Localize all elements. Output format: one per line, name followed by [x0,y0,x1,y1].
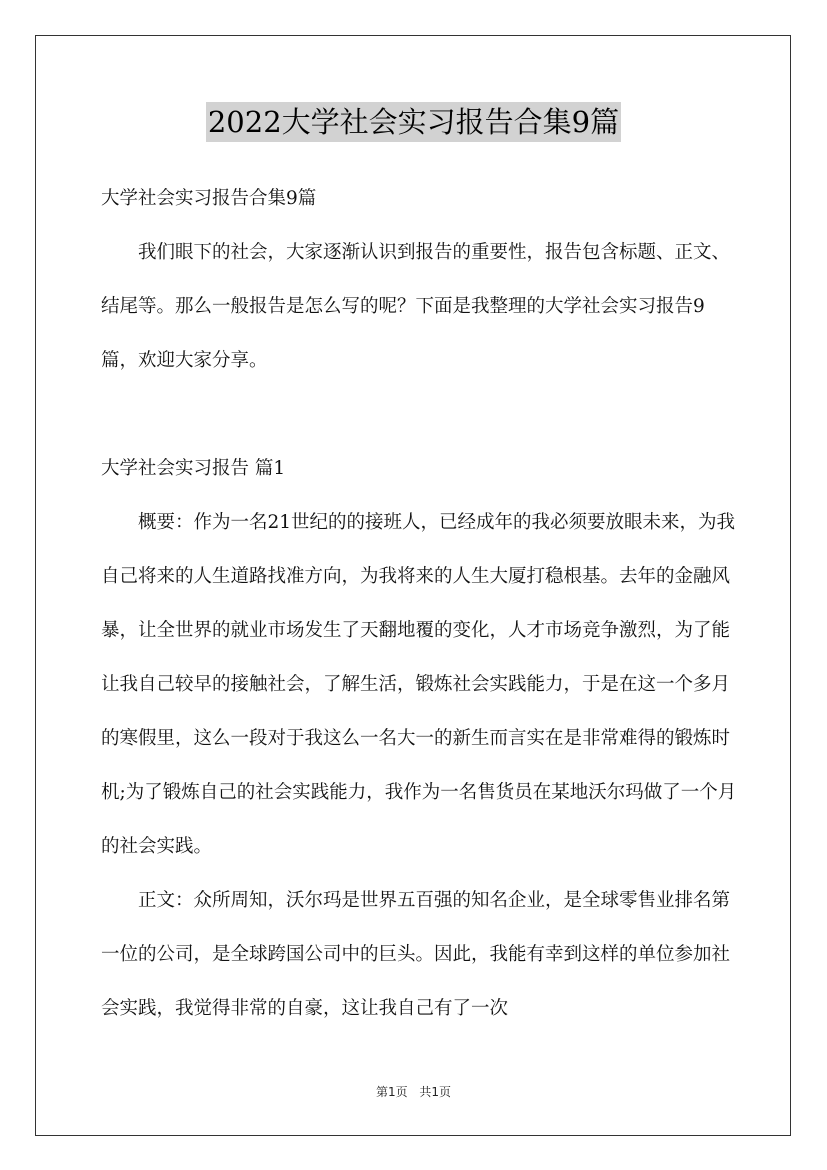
body-paragraph: 正文：众所周知，沃尔玛是世界五百强的知名企业，是全球零售业排名第一位的公司，是全球跨国公司中的巨头。因此，我能有幸到这样的单位参加社会实践，我觉得非常的自豪，这让我自己有了一次 [101,890,731,1019]
paragraph-gap [101,388,741,442]
summary-paragraph: 概要：作为一名21世纪的的接班人，已经成年的我必须要放眼未来，为我自己将来的人生道路找准方向，为我将来的人生大厦打稳根基。去年的金融风暴，让全世界的就业市场发生了天翻地覆的变化，人才市场竞争激烈，为了能让我自己较早的接触社会，了解生活，锻炼社会实践能力，于是在这一个多月的寒假里，这么一段对于我这么一名大一的新生而言实在是非常难得的锻炼时机;为了锻炼自己的社会实践能力，我作为一名售货员在某地沃尔玛做了一个月的社会实践。 [101,512,737,857]
document-title: 2022大学社会实习报告合集9篇 [206,102,621,142]
page-total: 共1页 [419,1085,452,1099]
page-footer [0,1083,827,1100]
intro-paragraph: 我们眼下的社会，大家逐渐认识到报告的重要性，报告包含标题、正文、结尾等。那么一般报告是怎么写的呢？下面是我整理的大学社会实习报告9篇，欢迎大家分享。 [101,242,731,371]
page-number: 第1页 [375,1085,408,1099]
document-subtitle: 大学社会实习报告合集9篇 [101,188,317,209]
section-heading: 大学社会实习报告 篇1 [101,458,286,479]
title-container [0,102,827,142]
document-body [101,172,741,1036]
